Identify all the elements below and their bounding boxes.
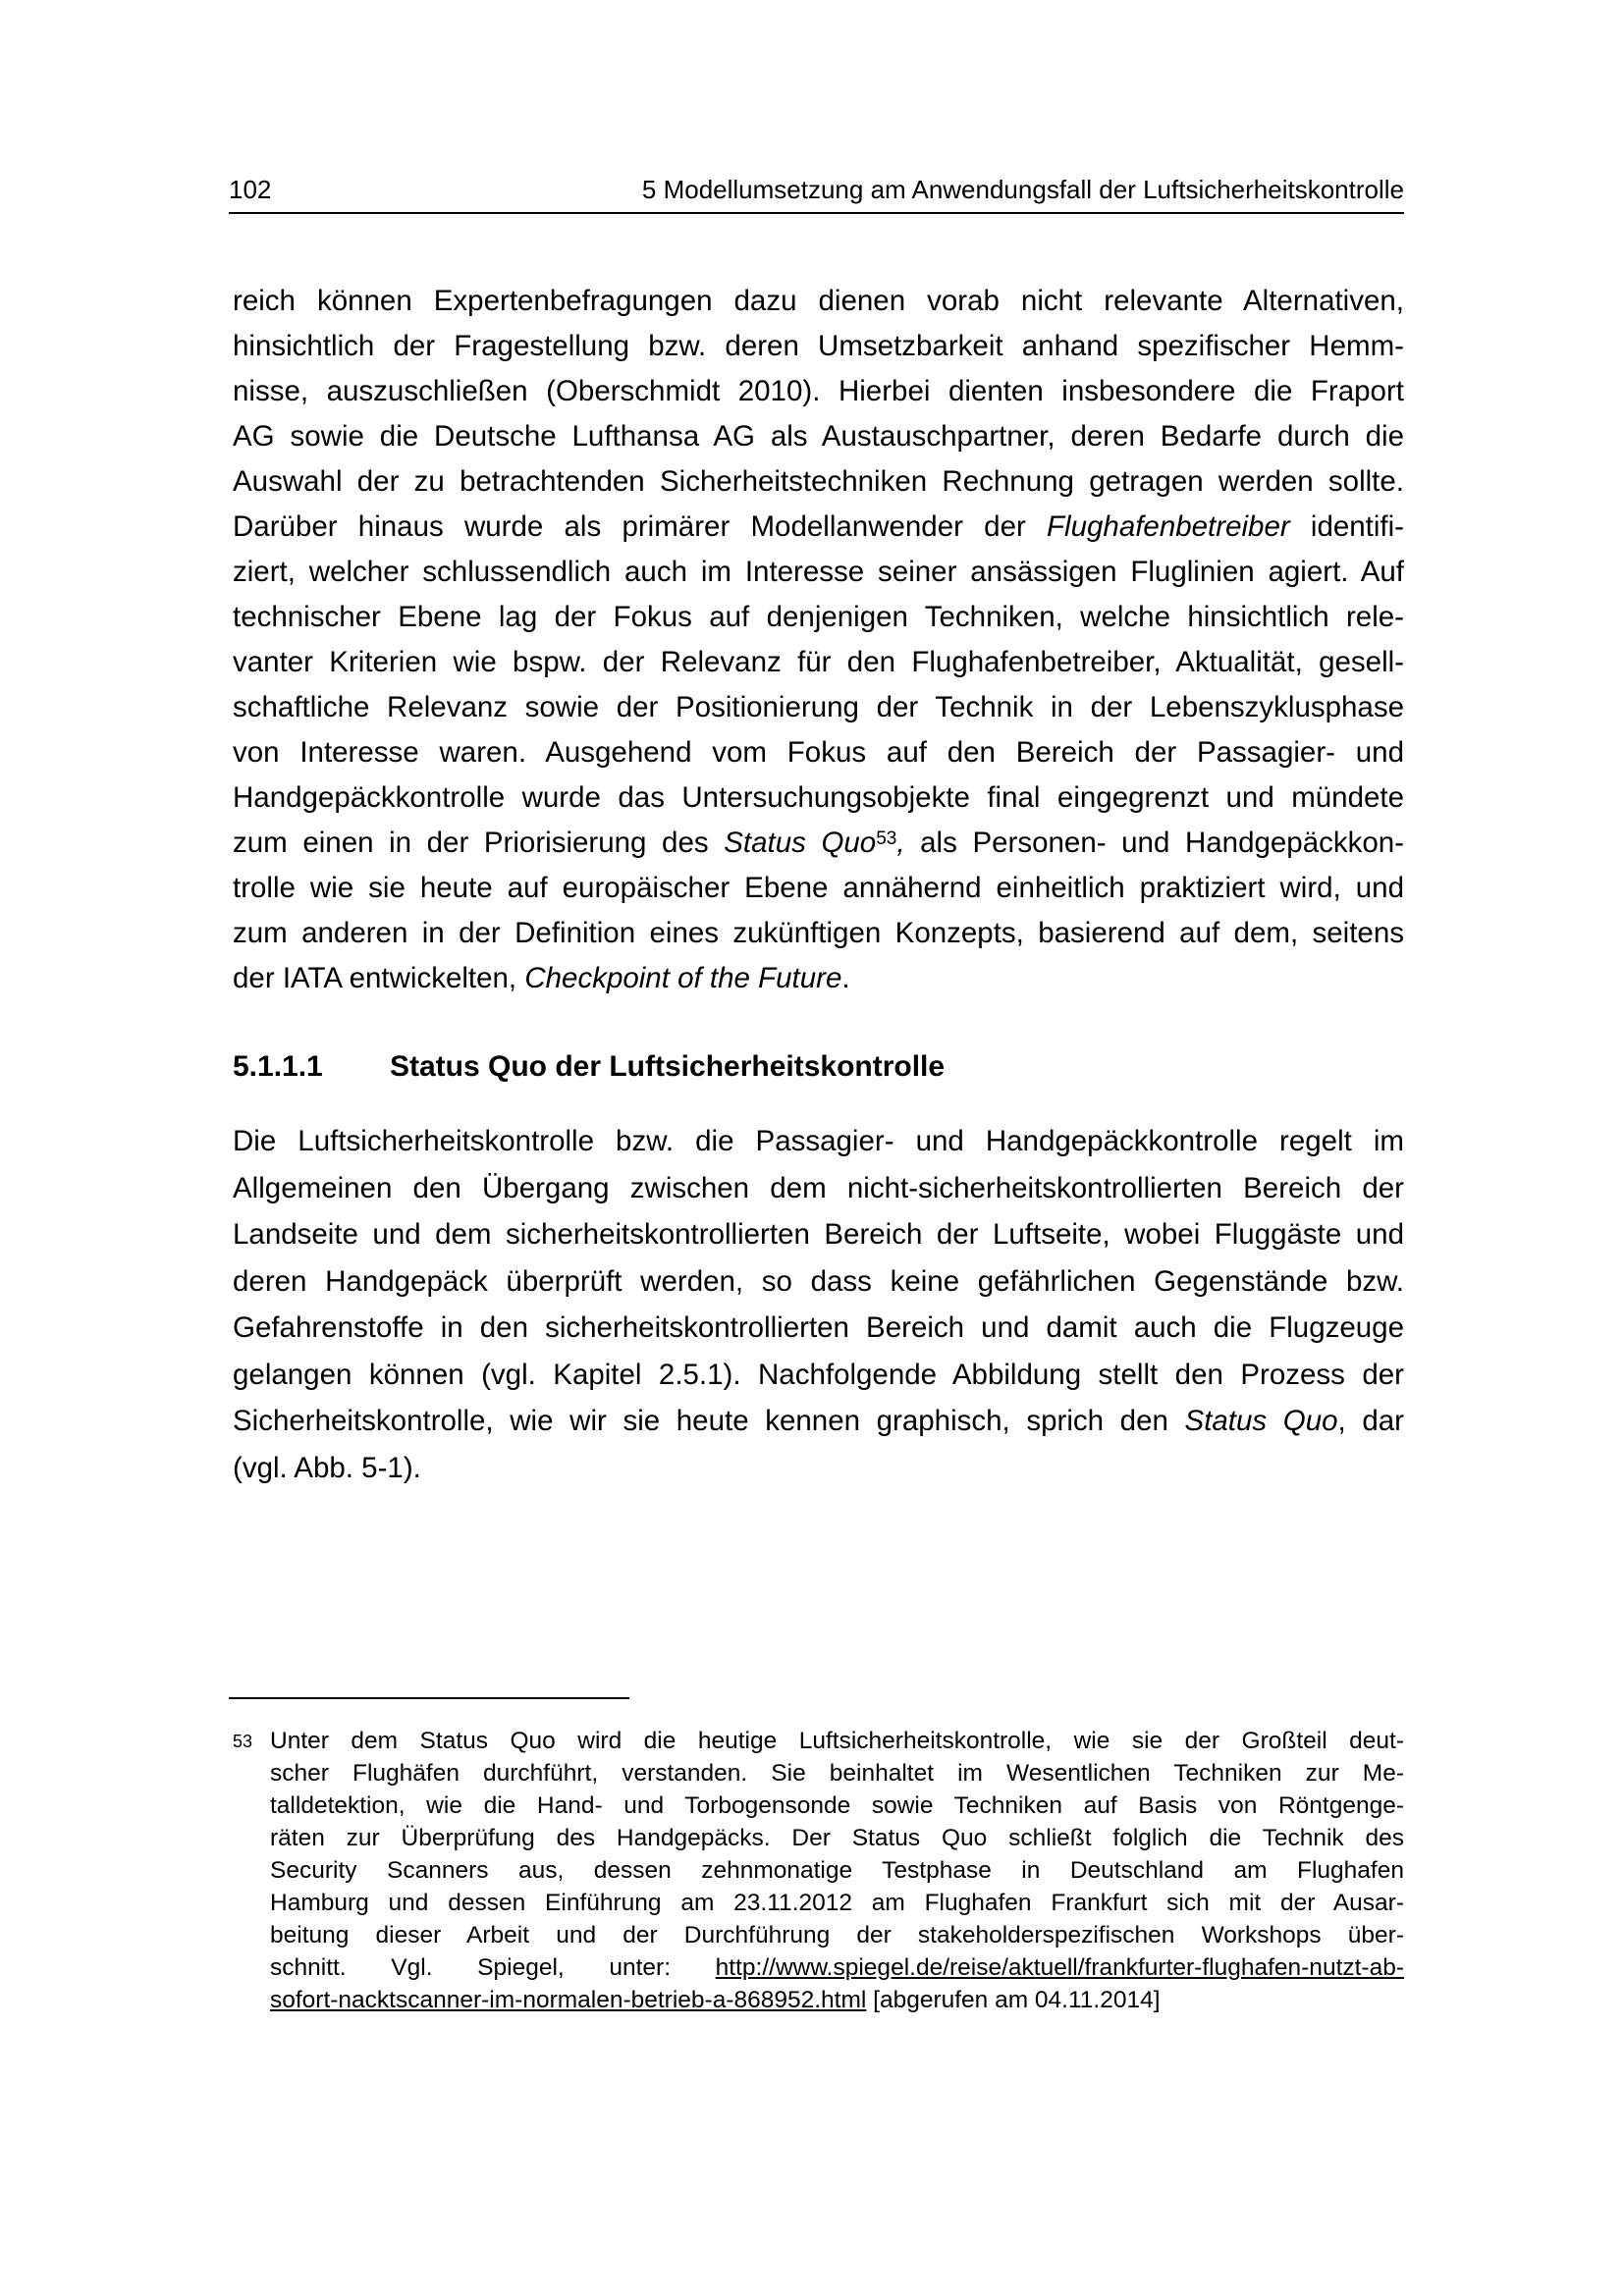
text-segment: Auswahl der zu betrachtenden Sicherheitstechniken Rechnung getragen werden sollte. bbox=[233, 465, 1404, 498]
text-line bbox=[233, 1265, 1404, 1299]
url-link[interactable]: sofort-nacktscanner-im-normalen-betrieb-a-868952.html bbox=[270, 1987, 867, 2013]
text-segment: (vgl. Abb. 5-1). bbox=[233, 1451, 421, 1484]
text-line bbox=[233, 736, 1404, 770]
text-segment: Allgemeinen den Übergang zwischen dem nicht-sicherheitskontrollierten Bereich der bbox=[233, 1171, 1404, 1204]
text-segment: deren Handgepäck überprüft werden, so dass keine gefährlichen Gegenstände bzw. bbox=[233, 1264, 1404, 1298]
text-line bbox=[233, 330, 1404, 363]
text-segment: hinsichtlich der Fragestellung bzw. deren Umsetzbarkeit anhand spezifischer Hemm- bbox=[233, 330, 1404, 362]
text-segment: . bbox=[841, 962, 850, 994]
text-segment: reich können Expertenbefragungen dazu dienen vorab nicht relevante Alternativen, bbox=[233, 285, 1404, 317]
running-header bbox=[229, 175, 1404, 205]
text-segment: Die Luftsicherheitskontrolle bzw. die Passagier- und Handgepäckkontrolle regelt im bbox=[233, 1125, 1404, 1157]
section-number: 5.1.1.1 bbox=[233, 1050, 323, 1083]
text-segment: schaftliche Relevanz sowie der Positionierung der Technik in der Lebenszyklusphase bbox=[233, 691, 1404, 723]
text-line bbox=[270, 1954, 1404, 1982]
text-line bbox=[233, 646, 1404, 679]
text-line bbox=[233, 1218, 1404, 1252]
footnote-mark: 53 bbox=[233, 1732, 253, 1751]
text-line bbox=[270, 1857, 1404, 1885]
header-rule bbox=[229, 212, 1404, 214]
text-segment: AG sowie die Deutsche Lufthansa AG als Austauschpartner, deren Bedarfe durch die bbox=[233, 420, 1404, 453]
text-line bbox=[233, 1125, 1404, 1158]
url-link[interactable]: http://www.spiegel.de/reise/aktuell/frankfurter-flughafen-nutzt-ab- bbox=[715, 1954, 1404, 1981]
page-number: 102 bbox=[229, 175, 272, 204]
emphasis-text: Checkpoint of the Future bbox=[524, 962, 842, 994]
section-title: Status Quo der Luftsicherheitskontrolle bbox=[390, 1050, 946, 1083]
text-segment: identifi- bbox=[1289, 510, 1404, 543]
text-line bbox=[233, 781, 1404, 815]
text-segment: zum anderen in der Definition eines zukünftigen Konzepts, basierend auf dem, seitens bbox=[233, 917, 1404, 949]
text-line bbox=[233, 1172, 1404, 1205]
text-line bbox=[270, 1792, 1404, 1820]
chapter-title: 5 Modellumsetzung am Anwendungsfall der Luftsicherheitskontrolle bbox=[641, 175, 1404, 204]
text-segment: gelangen können (vgl. Kapitel 2.5.1). Nachfolgende Abbildung stellt den Prozess der bbox=[233, 1358, 1404, 1391]
text-segment: nisse, auszuschließen (Oberschmidt 2010). Hierbei dienten insbesondere die Fraport bbox=[233, 375, 1404, 407]
text-line bbox=[270, 1825, 1404, 1852]
text-line bbox=[233, 1452, 1404, 1485]
text-line bbox=[233, 556, 1404, 589]
text-segment: räten zur Überprüfung des Handgepäcks. Der Status Quo schließt folglich die Technik des bbox=[270, 1825, 1404, 1851]
text-segment: vanter Kriterien wie bspw. der Relevanz für den Flughafenbetreiber, Aktualität, gesell- bbox=[233, 646, 1404, 678]
text-segment: schnitt. Vgl. Spiegel, unter: bbox=[270, 1954, 716, 1981]
footnote-rule bbox=[229, 1697, 629, 1699]
text-segment: von Interesse waren. Ausgehend vom Fokus auf den Bereich der Passagier- und bbox=[233, 736, 1404, 769]
text-line bbox=[233, 691, 1404, 724]
text-segment: Hamburg und dessen Einführung am 23.11.2012 am Flughafen Frankfurt sich mit der Ausar- bbox=[270, 1890, 1404, 1916]
text-segment: zum einen in der Priorisierung des bbox=[233, 827, 725, 859]
text-segment: [abgerufen am 04.11.2014] bbox=[866, 1987, 1161, 2013]
text-segment: Sicherheitskontrolle, wie wir sie heute kennen graphisch, sprich den bbox=[233, 1405, 1185, 1437]
emphasis-text: Status Quo bbox=[724, 827, 877, 859]
text-segment: scher Flughäfen durchführt, verstanden. Sie beinhaltet im Wesentlichen Techniken zur Me- bbox=[270, 1760, 1404, 1787]
emphasis-text: Status Quo bbox=[1184, 1405, 1338, 1437]
text-segment: beitung dieser Arbeit und der Durchführung der stakeholderspezifischen Workshops über- bbox=[270, 1922, 1404, 1949]
text-line bbox=[270, 1728, 1404, 1755]
text-line bbox=[233, 1311, 1404, 1345]
text-segment: Darüber hinaus wurde als primärer Modellanwender der bbox=[233, 510, 1048, 543]
emphasis-text: Flughafenbetreiber bbox=[1047, 510, 1290, 543]
text-line bbox=[233, 962, 1404, 995]
emphasis-text: , bbox=[896, 827, 921, 859]
text-line bbox=[233, 465, 1404, 499]
text-line bbox=[270, 1890, 1404, 1917]
text-line bbox=[233, 917, 1404, 950]
text-segment: Unter dem Status Quo wird die heutige Luftsicherheitskontrolle, wie sie der Großteil deut- bbox=[270, 1728, 1404, 1754]
footnote-reference: 53 bbox=[876, 828, 897, 849]
text-segment: Gefahrenstoffe in den sicherheitskontrollierten Bereich und damit auch die Flugzeuge bbox=[233, 1311, 1404, 1344]
text-segment: Handgepäckkontrolle wurde das Untersuchungsobjekte final eingegrenzt und mündete bbox=[233, 781, 1404, 814]
text-line bbox=[233, 510, 1404, 544]
text-line bbox=[233, 872, 1404, 905]
text-line bbox=[270, 1760, 1404, 1788]
text-line bbox=[233, 827, 1404, 860]
section-heading bbox=[233, 1050, 945, 1084]
text-segment: technischer Ebene lag der Fokus auf denjenigen Techniken, welche hinsichtlich rele- bbox=[233, 601, 1404, 633]
text-segment: talldetektion, wie die Hand- und Torbogensonde sowie Techniken auf Basis von Röntgenge- bbox=[270, 1792, 1404, 1819]
text-segment: Security Scanners aus, dessen zehnmonatige Testphase in Deutschland am Flughafen bbox=[270, 1857, 1404, 1884]
text-line bbox=[233, 1405, 1404, 1438]
text-line bbox=[270, 1922, 1404, 1949]
text-segment: Landseite und dem sicherheitskontrollierten Bereich der Luftseite, wobei Fluggäste und bbox=[233, 1218, 1404, 1251]
text-segment: trolle wie sie heute auf europäischer Ebene annähernd einheitlich praktiziert wird, und bbox=[233, 872, 1404, 904]
text-segment: ziert, welcher schlussendlich auch im Interesse seiner ansässigen Fluglinien agiert. Auf bbox=[233, 556, 1404, 588]
text-line bbox=[233, 375, 1404, 408]
text-line bbox=[270, 1987, 1404, 2014]
text-segment: , dar bbox=[1337, 1405, 1405, 1437]
text-line bbox=[233, 285, 1404, 318]
text-segment: als Personen- und Handgepäckkon- bbox=[920, 827, 1404, 859]
text-segment: der IATA entwickelten, bbox=[233, 962, 525, 994]
text-line bbox=[233, 420, 1404, 454]
text-line bbox=[233, 1359, 1404, 1392]
text-line bbox=[233, 601, 1404, 634]
